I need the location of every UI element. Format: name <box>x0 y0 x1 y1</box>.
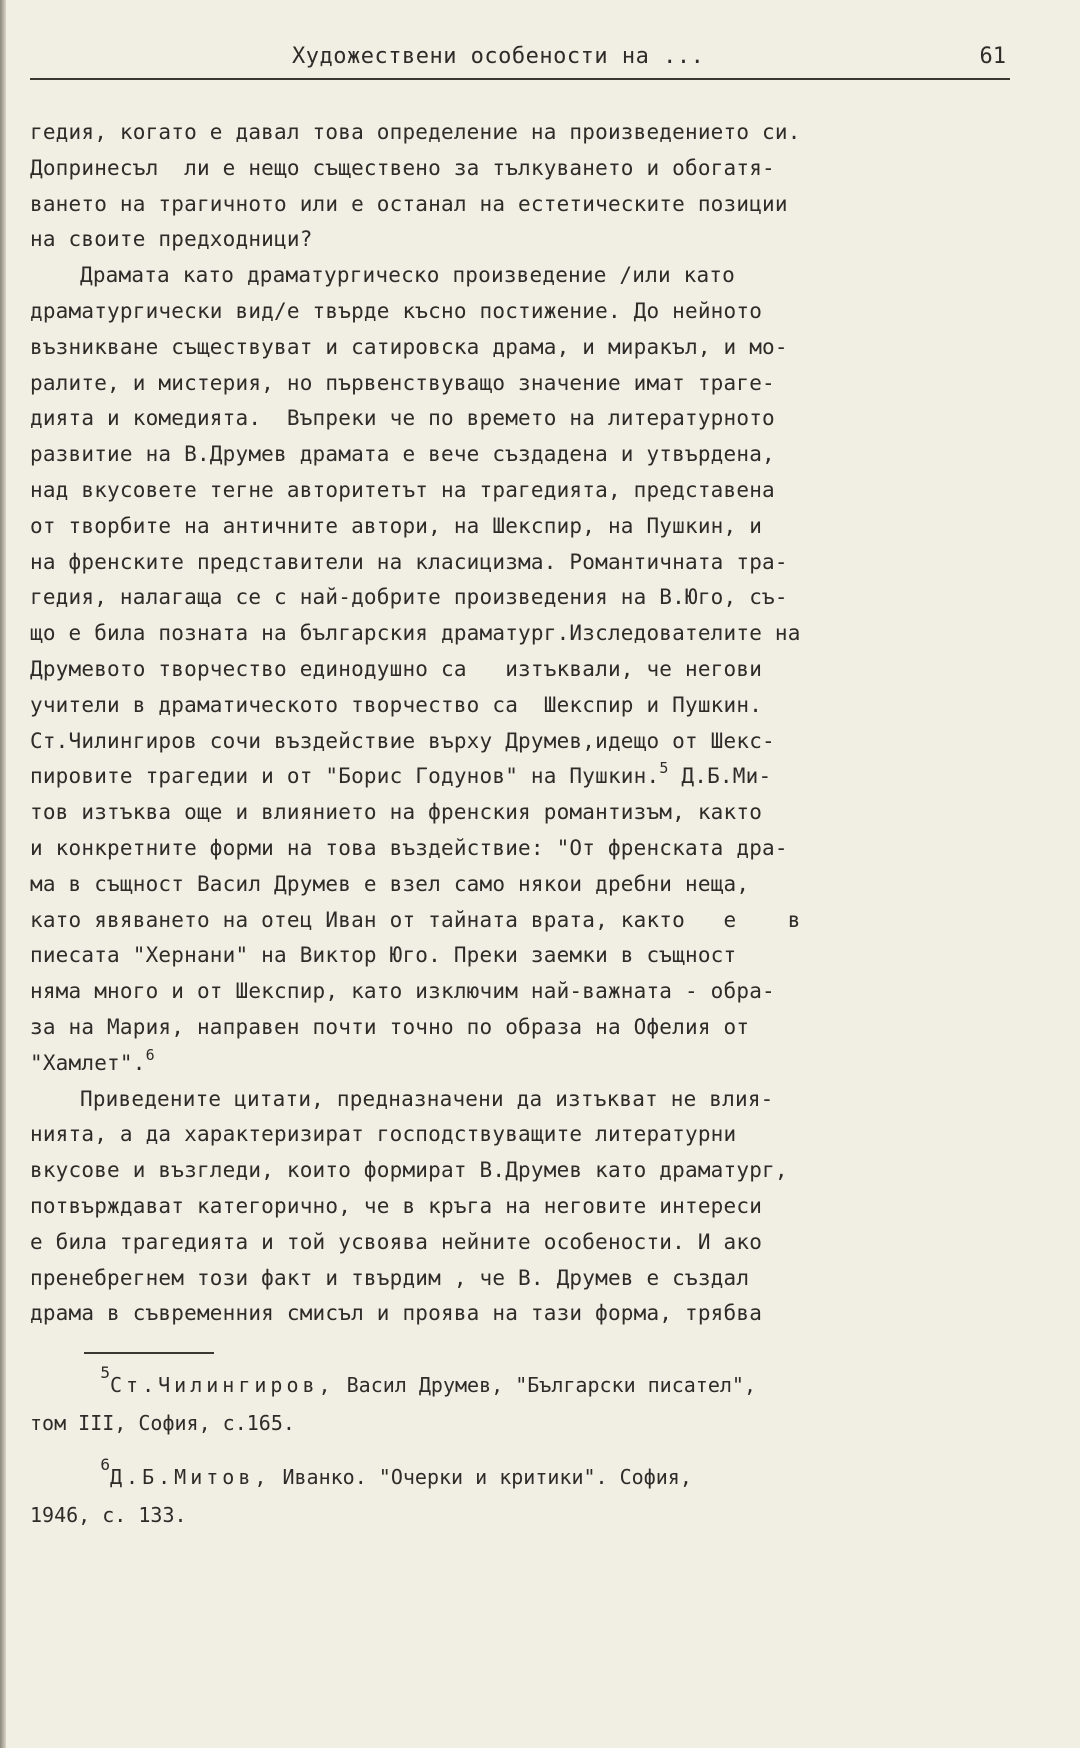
text-line: няма много и от Шекспир, като изключим най-важната - обра- <box>30 979 775 1004</box>
page-header <box>30 40 1010 80</box>
text-line: от творбите на античните автори, на Шекспир, на Пушкин, и <box>30 513 763 538</box>
text-line <box>30 759 1020 795</box>
text-line: потвърждават категорично, че в кръга на неговите интереси <box>30 1193 763 1218</box>
text-line: Драмата като драматургическо произведение /или като <box>80 263 735 288</box>
text-line: тов изтъква още и влиянието на френския романтизъм, както <box>30 800 763 825</box>
text-line: нията, а да характеризират господствуващите литературни <box>30 1122 737 1147</box>
page-edge-shadow <box>0 0 6 1748</box>
footnote-author: Д.Б.Митов, <box>110 1465 271 1489</box>
footnote-text: Иванко. "Очерки и критики". София, <box>270 1465 692 1489</box>
text-line: вкусове и възгледи, които формират В.Друмев като драматург, <box>30 1158 788 1183</box>
text-line: Приведените цитати, предназначени да изтъкват не влия- <box>80 1086 774 1111</box>
footnote-continuation: том III, София, с.165. <box>30 1411 295 1435</box>
text-line: ма в същност Васил Друмев е взел само някои дребни неща, <box>30 871 750 896</box>
text-line: на своите предходници? <box>30 227 313 252</box>
text-line: Ст.Чилингиров сочи въздействие върху Друмев,идещо от Шекс- <box>30 728 775 753</box>
footnote-continuation: 1946, с. 133. <box>30 1503 187 1527</box>
text-line: ралите, и мистерия, но първенствуващо значение имат траге- <box>30 370 775 395</box>
footnotes <box>30 1363 1020 1534</box>
text-line: учители в драматическото творчество са Шекспир и Пушкин. <box>30 692 763 717</box>
text-line: дията и комедията. Въпреки че по времето на литературното <box>30 406 775 431</box>
footnote-mark: 6 <box>100 1455 110 1474</box>
footnote-text: Васил Друмев, "Български писател", <box>334 1373 757 1397</box>
footnote-author: Ст.Чилингиров, <box>110 1373 335 1397</box>
footnote-mark: 5 <box>100 1363 110 1382</box>
text-line: що е била позната на българския драматург.Изследователите на <box>30 621 801 646</box>
text-line: ването на трагичното или е останал на естетическите позиции <box>30 191 788 216</box>
footnote-5 <box>30 1363 1020 1404</box>
text-line: пренебрегнем този факт и твърдим , че В. Друмев е създал <box>30 1265 750 1290</box>
footnote-ref-6: 6 <box>145 1045 155 1064</box>
footnote-6 <box>30 1455 1020 1496</box>
text-line: и конкретните форми на това въздействие: "От френската дра- <box>30 835 788 860</box>
text-line: драма в съвременния смисъл и проява на тази форма, трябва <box>30 1301 763 1326</box>
text-line: Друмевото творчество единодушно са изтъквали, че негови <box>30 656 763 681</box>
text-line: като явяването на отец Иван от тайната врата, както е в <box>30 907 801 932</box>
text-line: пиесата "Хернани" на Виктор Юго. Преки заемки в същност <box>30 943 737 968</box>
text-line: гедия, налагаща се с най-добрите произведения на В.Юго, съ- <box>30 585 788 610</box>
text-segment: Д.Б.Ми- <box>668 764 772 789</box>
text-segment: пировите трагедии и от "Борис Годунов" на Пушкин. <box>30 764 660 789</box>
text-line: възникване съществуват и сатировска драма, и миракъл, и мо- <box>30 334 788 359</box>
text-line <box>30 1046 1020 1082</box>
text-line: е била трагедията и той усвоява нейните особености. И ако <box>30 1229 763 1254</box>
running-head: Художествени особености на ... <box>292 44 705 69</box>
text-line: гедия, когато е давал това определение на произведението си. <box>30 120 801 144</box>
body-text <box>30 115 1020 1332</box>
text-line: развитие на В.Друмев драмата е вече създадена и утвърдена, <box>30 442 775 467</box>
text-segment: "Хамлет". <box>30 1050 146 1075</box>
text-line: за на Мария, направен почти точно по образа на Офелия от <box>30 1014 750 1039</box>
text-line: драматургически вид/е твърде късно постижение. До нейното <box>30 298 763 323</box>
footnote-ref-5: 5 <box>659 759 669 778</box>
page-number: 61 <box>979 44 1006 69</box>
text-line: Допринесъл ли е нещо съществено за тълкуването и обогатя- <box>30 155 775 180</box>
text-line: на френските представители на класицизма. Романтичната тра- <box>30 549 788 574</box>
text-line: над вкусовете тегне авторитетът на трагедията, представена <box>30 477 775 502</box>
